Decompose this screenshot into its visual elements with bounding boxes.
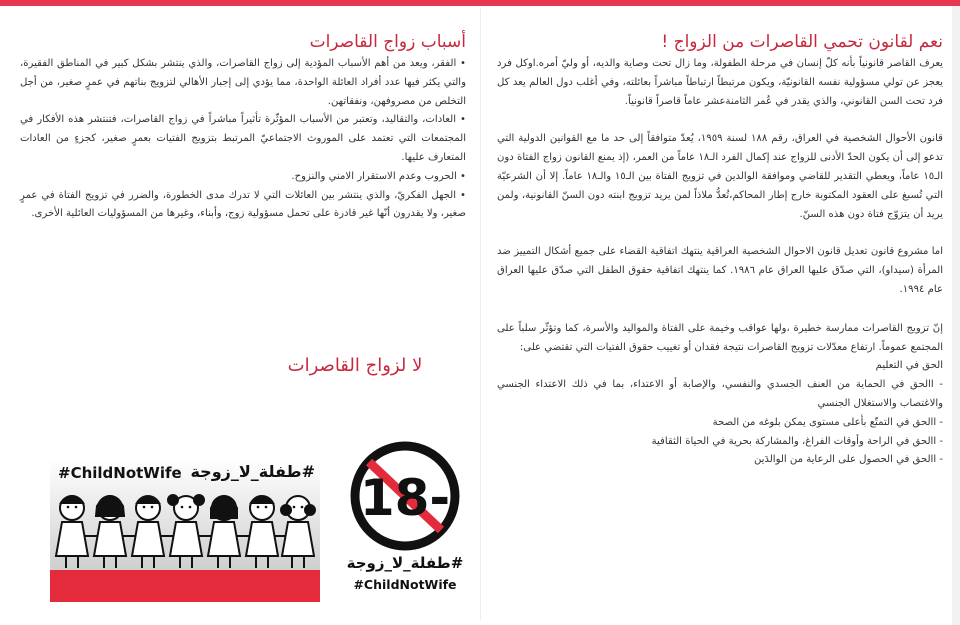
badge-hashtag-latin: #ChildNotWife xyxy=(353,577,457,592)
law-section xyxy=(497,31,943,470)
badge-hashtag-arabic: #طفلة_لا_زوجة xyxy=(346,554,464,572)
cause-item: • الحروب وعدم الاستقرار الامني والنزوح. xyxy=(291,170,466,182)
personal-status-law-paragraph: قانون الأحوال الشخصية في العراق، رقم ١٨٨ لسنة ١٩٥٩، يُعدّ متوافقاً إلى حد ما مع القوانين الدولية التي تدعو إلى أن يكون الحدّ الأدنى للزواج عند إكمال الفرد الـ١٨ عاماً من العمر، (إذ يمنع القانون زواج الفتاة دون الـ١٥ عاماً، ويعطي التقدير للقاضي وموافقة الوالدين في تزويج الفتاة بين الـ١٥ والـ١٨ عاماً. إلا أن الشرعيّة التي تُسبغ على العقود المكتوبة خارج إطار المحاكم،تُعدُّ ملاذاً لمن يريد تزويج ابنته دون السنّ القانونية، ولمن يريد أن يتزوّج فتاة دون هذه السنّ. xyxy=(497,133,943,220)
minor-definition-paragraph: يعرف القاصر قانونياً بأنه كلّ إنسان في مرحلة الطفولة، وما زال تحت وصاية والديه، أو وليّ أمره.اوكل فرد يعجز عن تولي مسؤولية نفسه القانونيّة، ويكون مرتبطاً ارتباطاً مباشراً بعائلته، وفي أغلب دول العالم يعد كل فرد تحت السن القانوني، والذي يقدر في عُمر الثامنةعشر عاماً قاصراً قانونياً. xyxy=(497,58,943,107)
banner-hashtag-arabic: #طفلة_لا_زوجة xyxy=(190,462,315,481)
no-under-18-icon xyxy=(345,440,465,552)
page-edge xyxy=(952,6,960,625)
right-item: - االحق في الراحة وأوقات الفراغ، والمشاركة بحرية في الحياة الثقافية xyxy=(651,435,943,447)
right-item: - االحق في الحصول على الرعاية من الوالدَين xyxy=(753,454,943,466)
right-item: - االحق في التمتّع بأعلى مستوى يمكن بلوغه من الصحة xyxy=(712,416,943,428)
cause-item: • الجهل الفكريّ، والذي ينتشر بين العائلات التي لا تدرك مدى الخطورة، والضرر في تزويج الفتاة في عمرٍ صغير، ولا يقدرون أنّها غير قادرة على تحمل مسؤولية زوج، وأبناء، وغيرها من المسؤوليات العائلية الأخرى. xyxy=(20,189,466,220)
law-section-title: نعم لقانون تحمي القاصرات من الزواج ! xyxy=(661,32,943,52)
causes-section xyxy=(20,31,466,224)
slogan-title: لا لزواج القاصرات xyxy=(287,355,423,376)
consequences-paragraph: إنّ تزويج القاصرات ممارسة خطيرة ،ولها عواقب وخيمة على الفتاة والمواليد والأسرة، كما وتؤثّر سلباً على المجتمع عموماً. ارتفاع معدّلات تزويج القاصرات نتيجة فقدان أو تغييب حقوق الفتيات التي تقتضي على: xyxy=(497,322,943,353)
campaign-banner xyxy=(50,458,320,602)
age-badge xyxy=(345,440,465,600)
cause-item: • الفقر، ويعد من أهم الأسباب المؤدية إلى زواج القاصرات، والذي ينتشر بشكل كبير في المناطق الفقيرة، والتي يكثر فيها عدد أفراد العائلة الواحدة، مما يؤدي إلى إجبار الأهالي لتزويج بناتهم في عمرٍ صغير، من أجل التخلص من مصروفهن، ونفقاتهن. xyxy=(20,58,466,107)
age-label: 18- xyxy=(359,469,451,527)
children-holding-hands-illustration xyxy=(54,486,316,570)
top-accent-bar xyxy=(0,0,960,6)
causes-section-title: أسباب زواج القاصرات xyxy=(309,32,466,52)
law-amendment-paragraph: اما مشروع قانون تعديل قانون الاحوال الشخصية العراقية ينتهك اتفاقية القضاء على جميع أشكال التمييز ضد المرأة (سيداو)، التي صدّق عليها العراق عام ١٩٨٦. كما ينتهك اتفاقية حقوق الطفل التي صدّق عليها العراق عام ١٩٩٤. xyxy=(497,246,943,295)
column-divider xyxy=(480,8,481,620)
cause-item: • العادات، والتقاليد، وتعتبر من الأسباب المؤثّرة تأثيراً مباشراً في زواج القاصرات، فتنتشر هذه الأفكار في المجتمعات التي تعتمد على الموروث الاجتماعيّ المرتبط بتزويج الفتيات بعمرٍ صغير، كجزءٍ من العادات المتعارف عليها. xyxy=(20,114,466,163)
right-item: - االحق في الحماية من العنف الجسدي والنفسي، والإصابة أو الاعتداء، بما في ذلك الاعتداء الجنسي والاغتصاب والاستغلال الجنسي xyxy=(497,379,943,409)
banner-red-stripe xyxy=(50,570,320,602)
right-item: الحق في التعليم xyxy=(875,360,943,372)
banner-hashtag-latin: #ChildNotWife xyxy=(58,464,182,482)
